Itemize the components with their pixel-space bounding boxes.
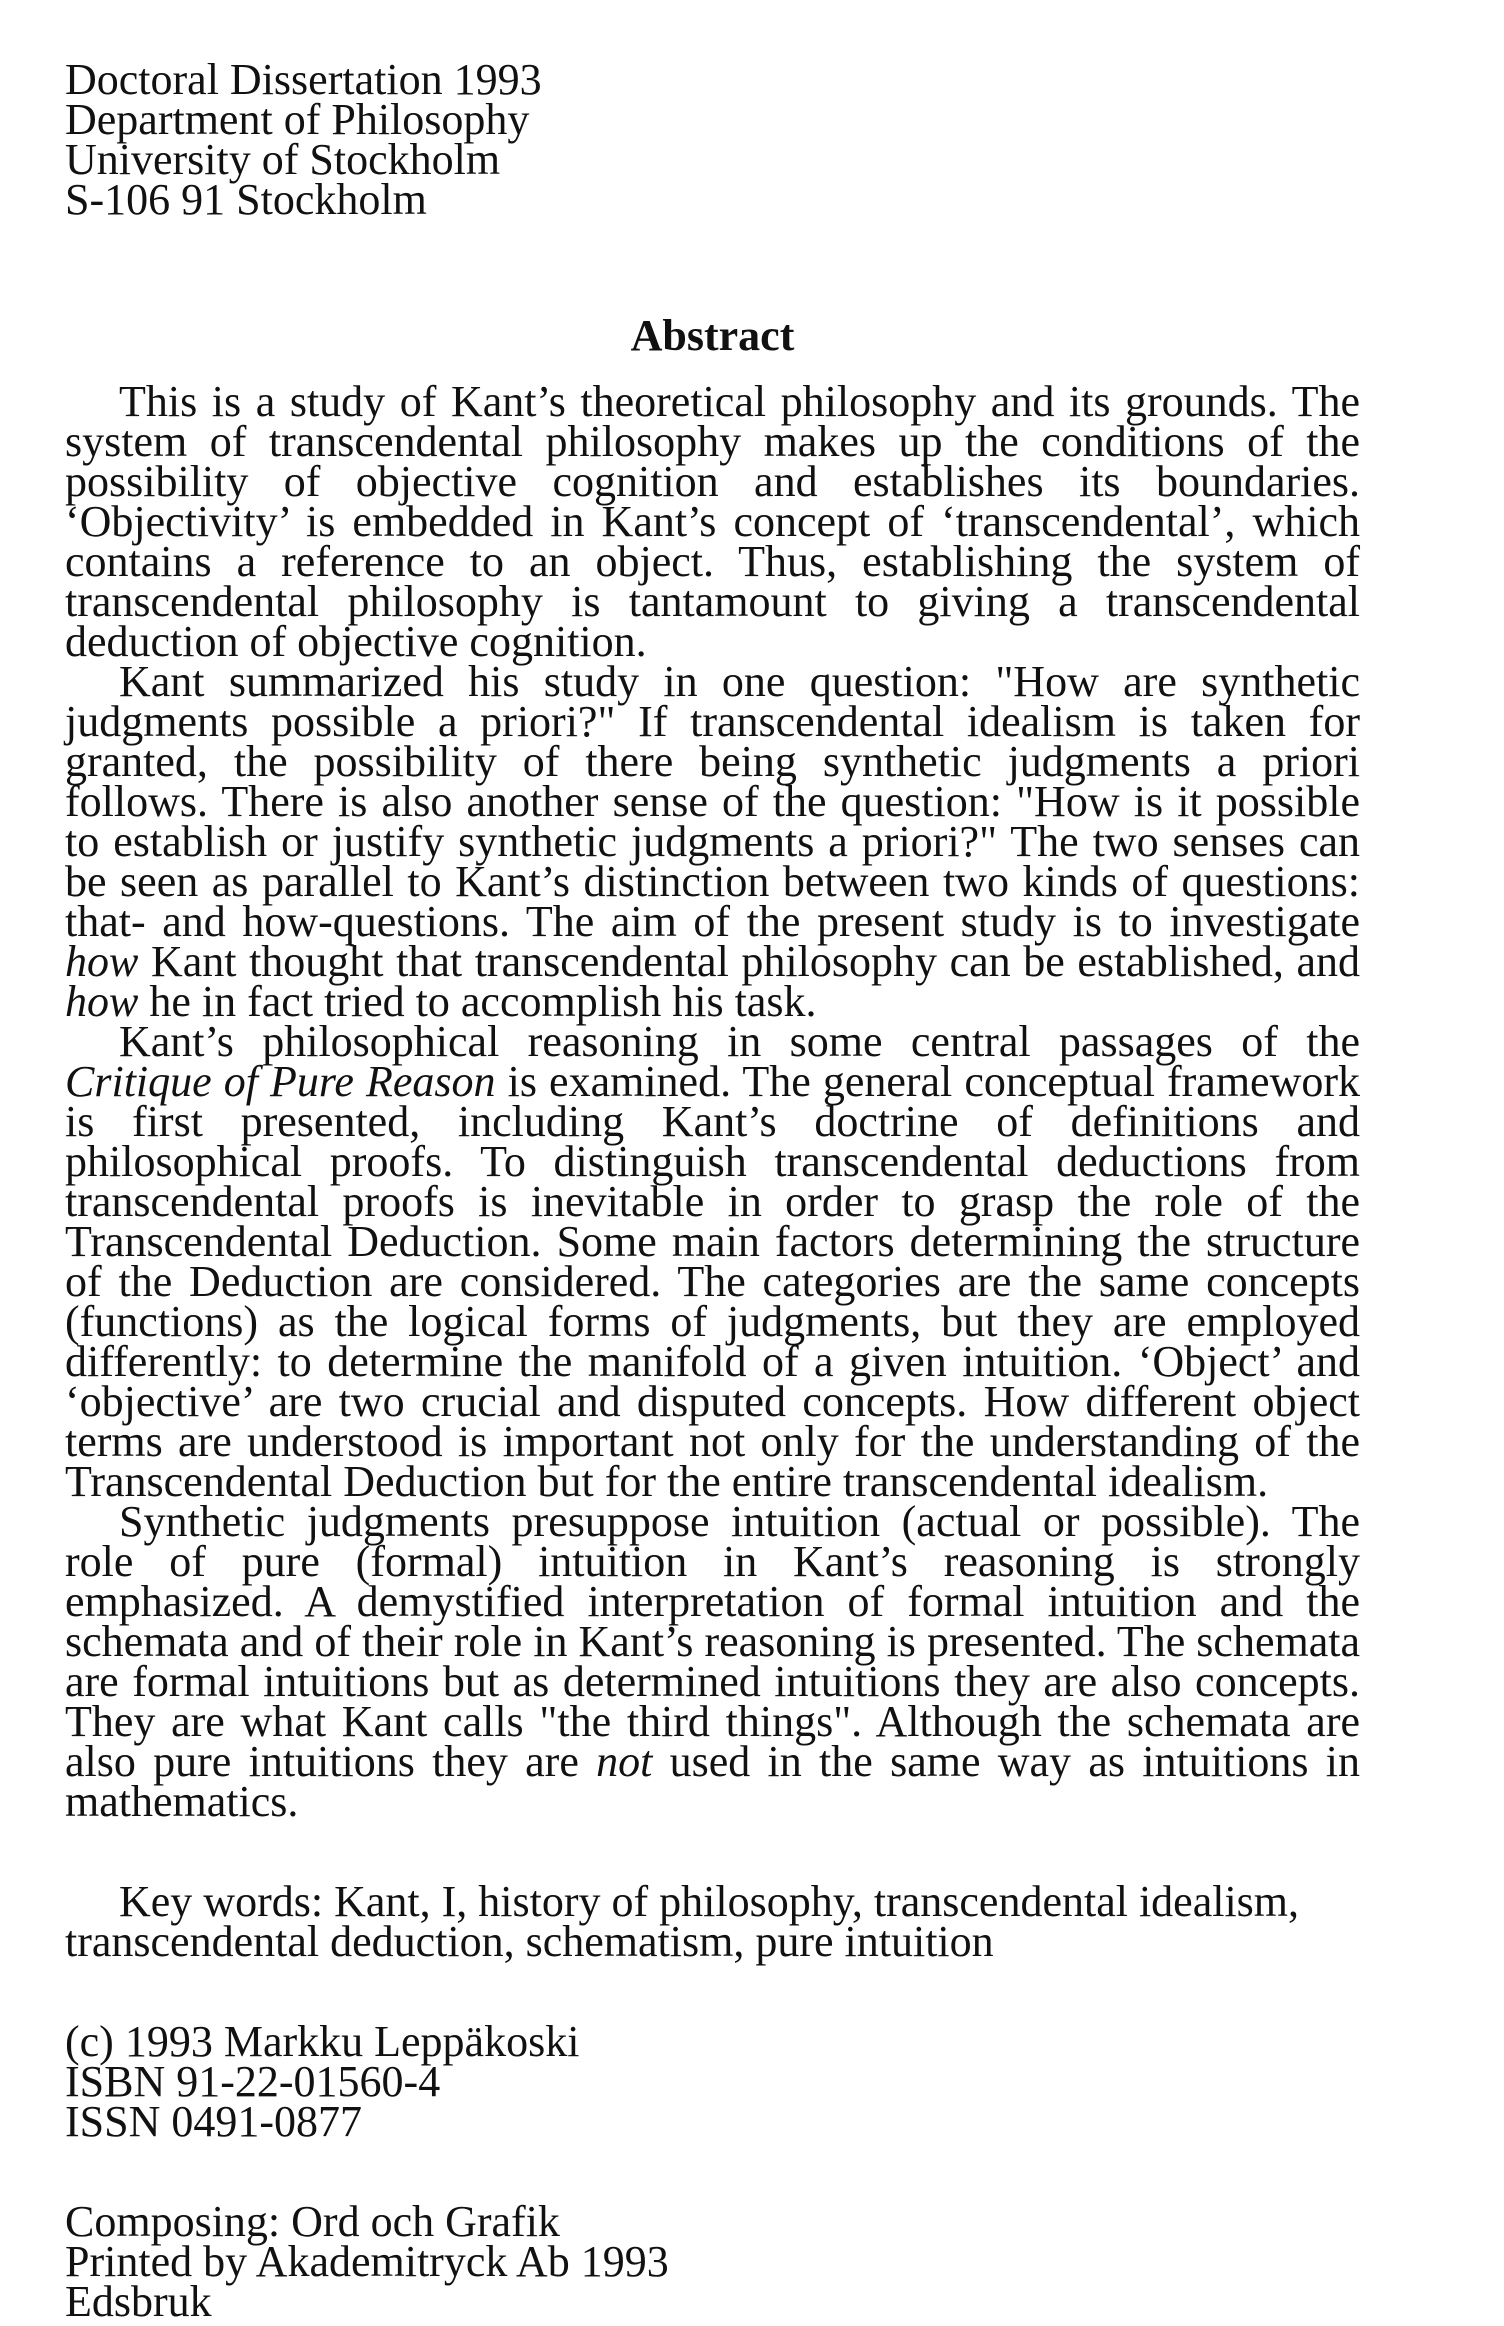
paragraph-2-text-b: Kant thought that transcendental philosophy can be established, and — [138, 937, 1360, 986]
printing-info — [65, 2197, 1360, 2326]
emphasis-how-1: how — [65, 937, 139, 986]
dissertation-line: Doctoral Dissertation 1993 — [65, 55, 542, 104]
paragraph-1-text: This is a study of Kant’s theoretical philosophy and its grounds. The system of transcendental philosophy makes up the conditions of the possibility of objective cognition and establishes its boundaries. ‘Objectivity’ is embedded in Kant’s concept of ‘transcendental’, which contains a reference to an object. Thus, establishing the system of transcendental philosophy is tantamount to giving a transcendental deduction of objective cognition. — [65, 377, 1360, 666]
place-line: Edsbruk — [65, 2277, 212, 2326]
address-line: S-106 91 Stockholm — [65, 175, 427, 224]
paragraph-4-text-b: used in the same way as intuitions in mathematics. — [65, 1737, 1360, 1826]
abstract-body — [65, 377, 1361, 1826]
abstract-paragraph-3 — [65, 1017, 1361, 1506]
abstract-paragraph-1 — [65, 377, 1360, 666]
copyright-line: (c) 1993 Markku Leppäkoski — [65, 2017, 580, 2066]
abstract-paragraph-4 — [65, 1497, 1360, 1826]
book-title-critique: Critique of Pure Reason — [65, 1057, 496, 1106]
university-line: University of Stockholm — [65, 135, 501, 184]
emphasis-not: not — [596, 1737, 653, 1786]
paragraph-2-text-a: Kant summarized his study in one question: "How are synthetic judgments possible a priori?" If transcendental idealism is taken for granted, the possibility of there being synthetic judgments a priori follows. There is also another sense of the question: "How is it possible to establish or justify synthetic judgments a priori?" The two senses can be seen as parallel to Kant’s distinction between two kinds of questions: that- and how-questions. The aim of the present study is to investigate — [65, 657, 1360, 946]
abstract-paragraph-2 — [65, 657, 1360, 1026]
issn-line: ISSN 0491-0877 — [65, 2097, 363, 2146]
document-page — [65, 55, 1361, 2326]
printer-line: Printed by Akademitryck Ab 1993 — [65, 2237, 669, 2286]
emphasis-how-2: how — [65, 977, 139, 1026]
paragraph-4-text-a: Synthetic judgments presuppose intuition (actual or possible). The role of pure (formal) intuition in Kant’s reasoning is strongly emphasized. A demystified interpretation of formal intuition and the schemata and of their role in Kant’s reasoning is presented. The schemata are formal intuitions but as determined intuitions they are also concepts. They are what Kant calls "the third things". Although the schemata are also pure intuitions they are — [65, 1497, 1360, 1786]
institution-header — [65, 55, 1360, 224]
isbn-line: ISBN 91-22-01560-4 — [65, 2057, 441, 2106]
composing-line: Composing: Ord och Grafik — [65, 2197, 560, 2246]
abstract-title: Abstract — [630, 311, 795, 360]
department-line: Department of Philosophy — [65, 95, 530, 144]
paragraph-3-text-b: is examined. The general conceptual framework is first presented, including Kant’s doctrine of definitions and philosophical proofs. To distinguish transcendental deductions from transcendental proofs is inevitable in order to grasp the role of the Transcendental Deduction. Some main factors determining the structure of the Deduction are considered. The categories are the same concepts (functions) as the logical forms of judgments, but they are employed differently: to determine the manifold of a given intuition. ‘Object’ and ‘objective’ are two crucial and disputed concepts. How different object terms are understood is important not only for the understanding of the Transcendental Deduction but for the entire transcendental idealism. — [65, 1057, 1361, 1506]
paragraph-2-text-c: he in fact tried to accomplish his task. — [138, 977, 817, 1026]
publication-info — [65, 2017, 1360, 2146]
keywords: Key words: Kant, I, history of philosophy, transcendental idealism, transcendental deduction, schematism, pure intuition — [65, 1877, 1300, 1966]
paragraph-3-text-a: Kant’s philosophical reasoning in some central passages of the — [119, 1017, 1360, 1066]
